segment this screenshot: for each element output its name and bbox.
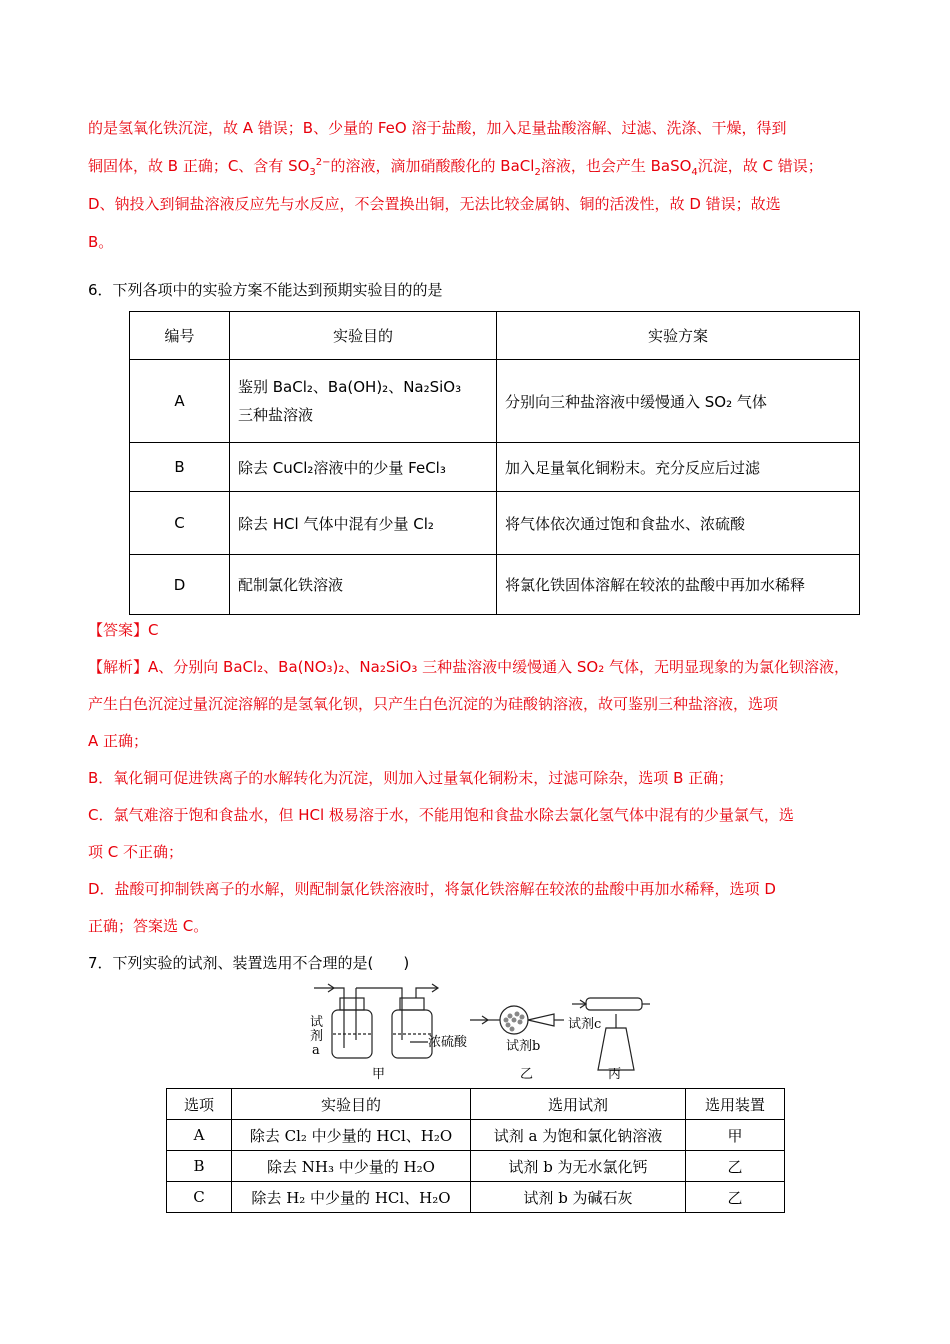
q6-analysis-line: D．盐酸可抑制铁离子的水解，则配制氯化铁溶液时，将氯化铁溶解在较浓的盐酸中再加水稀释，选项 D: [88, 880, 776, 898]
q6-analysis-line: 产生白色沉淀过量沉淀溶解的是氢氧化钡，只产生白色沉淀的为硅酸钠溶液，故可鉴别三种盐溶液，选项: [88, 695, 779, 713]
row-plan: 将氯化铁固体溶解在较浓的盐酸中再加水稀释: [497, 555, 860, 615]
prev-analysis-line-2-part-1: 铜固体，故 B 正确；C、含有 SO: [88, 157, 310, 175]
table-row: [130, 443, 860, 492]
so3-charge: 2−: [315, 157, 331, 168]
row-reagent: 试剂 b 为无水氯化钙: [471, 1151, 686, 1182]
row-goal: 除去 HCl 气体中混有少量 Cl₂: [230, 492, 497, 555]
q6-answer: 【答案】C: [88, 621, 159, 639]
reagent-a-label-3: a: [312, 1043, 320, 1058]
q7-stem: 7．下列实验的试剂、装置选用不合理的是( ): [88, 954, 410, 972]
row-plan: 加入足量氧化铜粉末。充分反应后过滤: [497, 443, 860, 492]
heated-tube: [586, 998, 642, 1010]
acid-label: 浓硫酸: [428, 1035, 468, 1050]
row-goal-line-2: 三种盐溶液: [238, 406, 314, 424]
baso4-subscript: 4: [691, 167, 698, 178]
row-goal: [230, 360, 497, 443]
table-row: [130, 360, 860, 443]
reagent-c-label: 试剂c: [568, 1017, 602, 1032]
header-cell: 实验目的: [232, 1089, 471, 1120]
row-plan: 分别向三种盐溶液中缓慢通入 SO₂ 气体: [497, 360, 860, 443]
table-row: [167, 1151, 785, 1182]
row-goal-line-1: 鉴别 BaCl₂、Ba(OH)₂、Na₂SiO₃: [238, 378, 462, 396]
row-id: A: [130, 360, 230, 443]
so3-subscript: 3: [309, 167, 316, 178]
row-reagent: 试剂 b 为碱石灰: [471, 1182, 686, 1213]
q6-analysis-line: B．氧化铜可促进铁离子的水解转化为沉淀，则加入过量氧化铜粉末，过滤可除杂，选项 B 正确；: [88, 769, 734, 787]
prev-analysis-line-2-part-2: 的溶液，滴加硝酸酸化的 BaCl: [330, 157, 535, 175]
q6-analysis-line: 【解析】A、分别向 BaCl₂、Ba(NO₃)₂、Na₂SiO₃ 三种盐溶液中缓慢通入 SO₂ 气体，无明显现象的为氯化钡溶液，: [88, 658, 849, 676]
prev-analysis-line-2: [88, 156, 823, 176]
q6-stem: 6．下列各项中的实验方案不能达到预期实验目的的是: [88, 281, 443, 299]
table-row: [167, 1182, 785, 1213]
label-bing: 丙: [608, 1067, 622, 1082]
q6-analysis-line: C．氯气难溶于饱和食盐水，但 HCl 极易溶于水，不能用饱和食盐水除去氯化氢气体中混有的少量氯气，选: [88, 806, 794, 824]
q6-analysis-line: 正确；答案选 C。: [88, 917, 209, 935]
row-id: D: [130, 555, 230, 615]
apparatus-figure: [310, 978, 650, 1084]
header-cell: 实验目的: [230, 312, 497, 360]
prev-analysis-line-4: B。: [88, 233, 114, 251]
row-goal: 除去 Cl₂ 中少量的 HCl、H₂O: [232, 1120, 471, 1151]
row-device: 甲: [686, 1120, 785, 1151]
label-jia: 甲: [372, 1067, 386, 1082]
prev-analysis-line-2-part-3: 溶液，也会产生 BaSO: [540, 157, 692, 175]
q6-analysis-line: 项 C 不正确；: [88, 843, 184, 861]
reagent-b-label: 试剂b: [506, 1039, 541, 1054]
bacl2-subscript: 2: [534, 167, 541, 178]
prev-analysis-line-2-part-4: 沉淀，故 C 错误；: [697, 157, 823, 175]
q6-table: [129, 311, 860, 615]
prev-analysis-line-3: D、钠投入到铜盐溶液反应先与水反应，不会置换出铜，无法比较金属钠、铜的活泼性，故 D 错误；故选: [88, 195, 781, 213]
row-plan: 将气体依次通过饱和食盐水、浓硫酸: [497, 492, 860, 555]
reagent-a-label-1: 试: [310, 1015, 324, 1030]
header-cell: 选用试剂: [471, 1089, 686, 1120]
header-cell: 编号: [130, 312, 230, 360]
row-goal: 除去 NH₃ 中少量的 H₂O: [232, 1151, 471, 1182]
table-header-row: [167, 1089, 785, 1120]
row-option: C: [167, 1182, 232, 1213]
row-device: 乙: [686, 1151, 785, 1182]
reagent-a-label-2: 剂: [310, 1029, 324, 1044]
table-header-row: [130, 312, 860, 360]
q6-analysis-line: A 正确；: [88, 732, 149, 750]
row-goal: 除去 CuCl₂溶液中的少量 FeCl₃: [230, 443, 497, 492]
row-option: A: [167, 1120, 232, 1151]
row-goal: 除去 H₂ 中少量的 HCl、H₂O: [232, 1182, 471, 1213]
table-row: [130, 555, 860, 615]
header-cell: 实验方案: [497, 312, 860, 360]
prev-analysis-line-1: 的是氢氧化铁沉淀，故 A 错误；B、少量的 FeO 溶于盐酸，加入足量盐酸溶解、过滤、洗涤、干燥，得到: [88, 119, 787, 137]
row-reagent: 试剂 a 为饱和氯化钠溶液: [471, 1120, 686, 1151]
table-row: [167, 1120, 785, 1151]
header-cell: 选项: [167, 1089, 232, 1120]
row-id: C: [130, 492, 230, 555]
label-yi: 乙: [520, 1067, 534, 1082]
row-device: 乙: [686, 1182, 785, 1213]
row-id: B: [130, 443, 230, 492]
q7-table: [166, 1088, 785, 1213]
row-goal: 配制氯化铁溶液: [230, 555, 497, 615]
row-option: B: [167, 1151, 232, 1182]
header-cell: 选用装置: [686, 1089, 785, 1120]
table-row: [130, 492, 860, 555]
